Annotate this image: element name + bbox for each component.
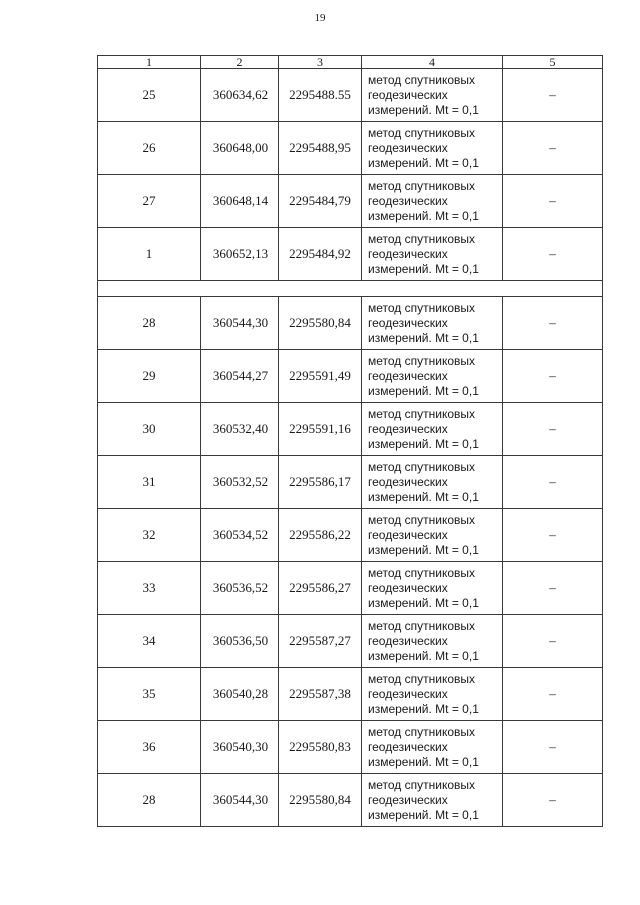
table-row: [98, 456, 603, 509]
table-row: [98, 350, 603, 403]
header-cell-col1: 1: [98, 56, 201, 69]
note-cell: –: [503, 668, 603, 721]
x-coordinate-cell: 360540,28: [201, 668, 279, 721]
header-row: [98, 56, 603, 69]
x-coordinate-cell: 360532,40: [201, 403, 279, 456]
header-cell-col2: 2: [201, 56, 279, 69]
note-cell: –: [503, 122, 603, 175]
table-row: [98, 562, 603, 615]
coordinates-table: [97, 55, 603, 827]
point-number-cell: 33: [98, 562, 201, 615]
header-cell-col5: 5: [503, 56, 603, 69]
page-number: 19: [314, 12, 326, 24]
note-cell: –: [503, 509, 603, 562]
note-cell: –: [503, 403, 603, 456]
point-number-cell: 26: [98, 122, 201, 175]
coordinates-table-body: [98, 56, 603, 827]
method-cell: метод спутниковых геодезических измерений. Mt = 0,1: [362, 721, 503, 774]
x-coordinate-cell: 360544,30: [201, 297, 279, 350]
y-coordinate-cell: 2295587,38: [279, 668, 362, 721]
note-cell: –: [503, 69, 603, 122]
note-cell: –: [503, 774, 603, 827]
header-cell-col3: 3: [279, 56, 362, 69]
y-coordinate-cell: 2295587,27: [279, 615, 362, 668]
y-coordinate-cell: 2295580,84: [279, 297, 362, 350]
y-coordinate-cell: 2295580,84: [279, 774, 362, 827]
table-row: [98, 122, 603, 175]
header-cell-col4: 4: [362, 56, 503, 69]
method-cell: метод спутниковых геодезических измерений. Mt = 0,1: [362, 509, 503, 562]
point-number-cell: 32: [98, 509, 201, 562]
x-coordinate-cell: 360536,50: [201, 615, 279, 668]
method-cell: метод спутниковых геодезических измерений. Mt = 0,1: [362, 69, 503, 122]
x-coordinate-cell: 360540,30: [201, 721, 279, 774]
point-number-cell: 34: [98, 615, 201, 668]
point-number-cell: 27: [98, 175, 201, 228]
point-number-cell: 36: [98, 721, 201, 774]
note-cell: –: [503, 456, 603, 509]
x-coordinate-cell: 360648,14: [201, 175, 279, 228]
table-row: [98, 774, 603, 827]
y-coordinate-cell: 2295580,83: [279, 721, 362, 774]
x-coordinate-cell: 360648,00: [201, 122, 279, 175]
separator-cell: [98, 281, 603, 297]
method-cell: метод спутниковых геодезических измерений. Mt = 0,1: [362, 175, 503, 228]
note-cell: –: [503, 350, 603, 403]
point-number-cell: 35: [98, 668, 201, 721]
x-coordinate-cell: 360534,52: [201, 509, 279, 562]
point-number-cell: 31: [98, 456, 201, 509]
method-cell: метод спутниковых геодезических измерений. Mt = 0,1: [362, 456, 503, 509]
table-row: [98, 615, 603, 668]
note-cell: –: [503, 228, 603, 281]
y-coordinate-cell: 2295591,16: [279, 403, 362, 456]
y-coordinate-cell: 2295488.55: [279, 69, 362, 122]
method-cell: метод спутниковых геодезических измерений. Mt = 0,1: [362, 562, 503, 615]
y-coordinate-cell: 2295484,92: [279, 228, 362, 281]
method-cell: метод спутниковых геодезических измерений. Mt = 0,1: [362, 403, 503, 456]
point-number-cell: 28: [98, 297, 201, 350]
y-coordinate-cell: 2295591,49: [279, 350, 362, 403]
note-cell: –: [503, 297, 603, 350]
x-coordinate-cell: 360544,27: [201, 350, 279, 403]
table-row: [98, 721, 603, 774]
x-coordinate-cell: 360544,30: [201, 774, 279, 827]
point-number-cell: 30: [98, 403, 201, 456]
method-cell: метод спутниковых геодезических измерений. Mt = 0,1: [362, 615, 503, 668]
point-number-cell: 28: [98, 774, 201, 827]
separator-row: [98, 281, 603, 297]
y-coordinate-cell: 2295586,22: [279, 509, 362, 562]
method-cell: метод спутниковых геодезических измерений. Mt = 0,1: [362, 350, 503, 403]
x-coordinate-cell: 360536,52: [201, 562, 279, 615]
table-row: [98, 403, 603, 456]
note-cell: –: [503, 615, 603, 668]
y-coordinate-cell: 2295586,17: [279, 456, 362, 509]
y-coordinate-cell: 2295484,79: [279, 175, 362, 228]
table-row: [98, 297, 603, 350]
method-cell: метод спутниковых геодезических измерений. Mt = 0,1: [362, 122, 503, 175]
point-number-cell: 25: [98, 69, 201, 122]
x-coordinate-cell: 360634,62: [201, 69, 279, 122]
y-coordinate-cell: 2295488,95: [279, 122, 362, 175]
table-row: [98, 668, 603, 721]
y-coordinate-cell: 2295586,27: [279, 562, 362, 615]
method-cell: метод спутниковых геодезических измерений. Mt = 0,1: [362, 228, 503, 281]
method-cell: метод спутниковых геодезических измерений. Mt = 0,1: [362, 668, 503, 721]
table-row: [98, 175, 603, 228]
table-row: [98, 228, 603, 281]
table-row: [98, 509, 603, 562]
table-row: [98, 69, 603, 122]
x-coordinate-cell: 360652,13: [201, 228, 279, 281]
point-number-cell: 29: [98, 350, 201, 403]
x-coordinate-cell: 360532,52: [201, 456, 279, 509]
method-cell: метод спутниковых геодезических измерений. Mt = 0,1: [362, 297, 503, 350]
note-cell: –: [503, 562, 603, 615]
point-number-cell: 1: [98, 228, 201, 281]
note-cell: –: [503, 721, 603, 774]
method-cell: метод спутниковых геодезических измерений. Mt = 0,1: [362, 774, 503, 827]
note-cell: –: [503, 175, 603, 228]
